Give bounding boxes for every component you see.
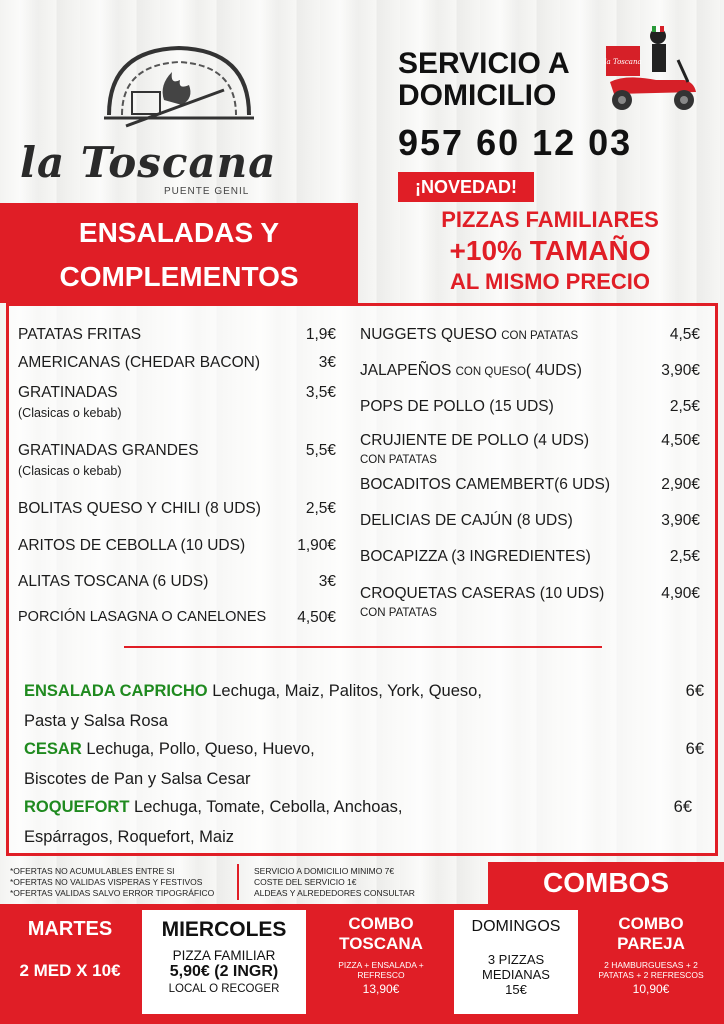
menu-item: BOLITAS QUESO Y CHILI (8 UDS) (18, 500, 261, 517)
section-title-line2: COMPLEMENTOS (59, 261, 299, 292)
section-title-line1: ENSALADAS Y (78, 217, 280, 248)
menu-item: BOCAPIZZA (3 INGREDIENTES) (360, 548, 591, 565)
menu-item-price: 3,5€ (305, 384, 336, 401)
menu-item: POPS DE POLLO (15 UDS) (360, 398, 554, 415)
menu-item-price: 1,9€ (305, 326, 336, 343)
scooter-icon (596, 20, 706, 120)
oven-icon (14, 30, 274, 150)
offer-card-combo-toscana[interactable]: COMBO TOSCANA PIZZA + ENSALADA + REFRESCO 13,90€ (338, 914, 424, 996)
menu-item-price: 4,5€ (669, 326, 700, 343)
menu-item-price: 3€ (318, 354, 336, 371)
brand-name: la Toscana (20, 138, 277, 187)
conditions-notes: *OFERTAS NO ACUMULABLES ENTRE SI *OFERTAS NO VALIDAS VISPERAS Y FESTIVOS *OFERTAS VALIDAS SALVO ERROR TIPOGRÁFICO (10, 866, 215, 898)
menu-item: ARITOS DE CEBOLLA (10 UDS) (18, 537, 246, 554)
menu-item: ALITAS TOSCANA (6 UDS) (18, 573, 209, 590)
menu-item: PORCIÓN LASAGNA O CANELONES (18, 609, 267, 625)
offer-card-domingos[interactable]: DOMINGOS 3 PIZZAS MEDIANAS 15€ (454, 910, 578, 1014)
menu-item: JALAPEÑOS CON QUESO( 4UDS) (360, 362, 582, 379)
delivery-notes: SERVICIO A DOMICILIO MINIMO 7€ COSTE DEL SERVICIO 1€ ALDEAS Y ALREDEDORES CONSULTAR (254, 866, 415, 898)
brand-subtitle: PUENTE GENIL (164, 186, 250, 197)
menu-item: BOCADITOS CAMEMBERT(6 UDS) (360, 476, 611, 493)
menu-item-price: 2,5€ (669, 548, 700, 565)
promo-line2: +10% TAMAÑO (449, 235, 651, 266)
menu-item-price: 1,90€ (297, 537, 336, 554)
salad-price: 6€ (685, 740, 704, 758)
menu-item-price: 3,90€ (661, 512, 700, 529)
menu-item-price: 5,5€ (305, 442, 336, 459)
offer-card-martes[interactable]: MARTES 2 MED X 10€ (19, 918, 121, 980)
menu-item-price: 3€ (318, 573, 336, 590)
menu-item: GRATINADAS (Clasicas o kebab) (18, 384, 122, 420)
phone-number[interactable]: 957 60 12 03 (398, 122, 633, 163)
menu-item: AMERICANAS (CHEDAR BACON) (18, 354, 260, 371)
menu-item: CROQUETAS CASERAS (10 UDS) CON PATATAS (360, 585, 605, 619)
promo-text (400, 206, 700, 296)
divider (124, 646, 602, 648)
salad-price: 6€ (685, 682, 704, 700)
salad-item: ENSALADA CAPRICHO Lechuga, Maiz, Palitos, York, Queso, Pasta y Salsa Rosa (24, 682, 482, 730)
scooter-badge: la Toscana (604, 58, 642, 66)
section-title (0, 203, 358, 303)
novedad-badge: ¡NOVEDAD! (398, 172, 534, 202)
offer-card-miercoles[interactable]: MIERCOLES PIZZA FAMILIAR 5,90€ (2 INGR) LOCAL O RECOGER (142, 910, 306, 1014)
menu-item-price: 2,5€ (669, 398, 700, 415)
menu-item-price: 2,90€ (661, 476, 700, 493)
delivery-title-line1: SERVICIO A (398, 47, 570, 80)
promo-line3: AL MISMO PRECIO (449, 269, 651, 294)
salad-item: ROQUEFORT Lechuga, Tomate, Cebolla, Anchoas, Espárragos, Roquefort, Maiz (24, 798, 403, 846)
menu-item-price: 4,50€ (661, 432, 700, 449)
combos-header: COMBOS (488, 862, 724, 904)
menu-item: GRATINADAS GRANDES (Clasicas o kebab) (18, 442, 199, 478)
menu-item: PATATAS FRITAS (18, 326, 142, 343)
offer-card-combo-pareja[interactable]: COMBO PAREJA 2 HAMBURGUESAS + 2 PATATAS + 2 REFRESCOS 10,90€ (598, 914, 704, 996)
delivery-title-line2: DOMICILIO (398, 79, 557, 112)
menu-item-price: 4,90€ (661, 585, 700, 602)
salad-price: 6€ (673, 798, 692, 816)
promo-line1: PIZZAS FAMILIARES (441, 207, 659, 232)
delivery-title (398, 48, 598, 112)
logo (14, 30, 284, 197)
menu-item-price: 4,50€ (297, 609, 336, 626)
salad-item: CESAR Lechuga, Pollo, Queso, Huevo, Biscotes de Pan y Salsa Cesar (24, 740, 315, 788)
notes-separator (237, 864, 239, 900)
menu-item-price: 2,5€ (305, 500, 336, 517)
menu-item: CRUJIENTE DE POLLO (4 UDS) CON PATATAS (360, 432, 590, 466)
menu-item-price: 3,90€ (661, 362, 700, 379)
menu-item: NUGGETS QUESO CON PATATAS (360, 326, 579, 343)
menu-item: DELICIAS DE CAJÚN (8 UDS) (360, 512, 573, 529)
